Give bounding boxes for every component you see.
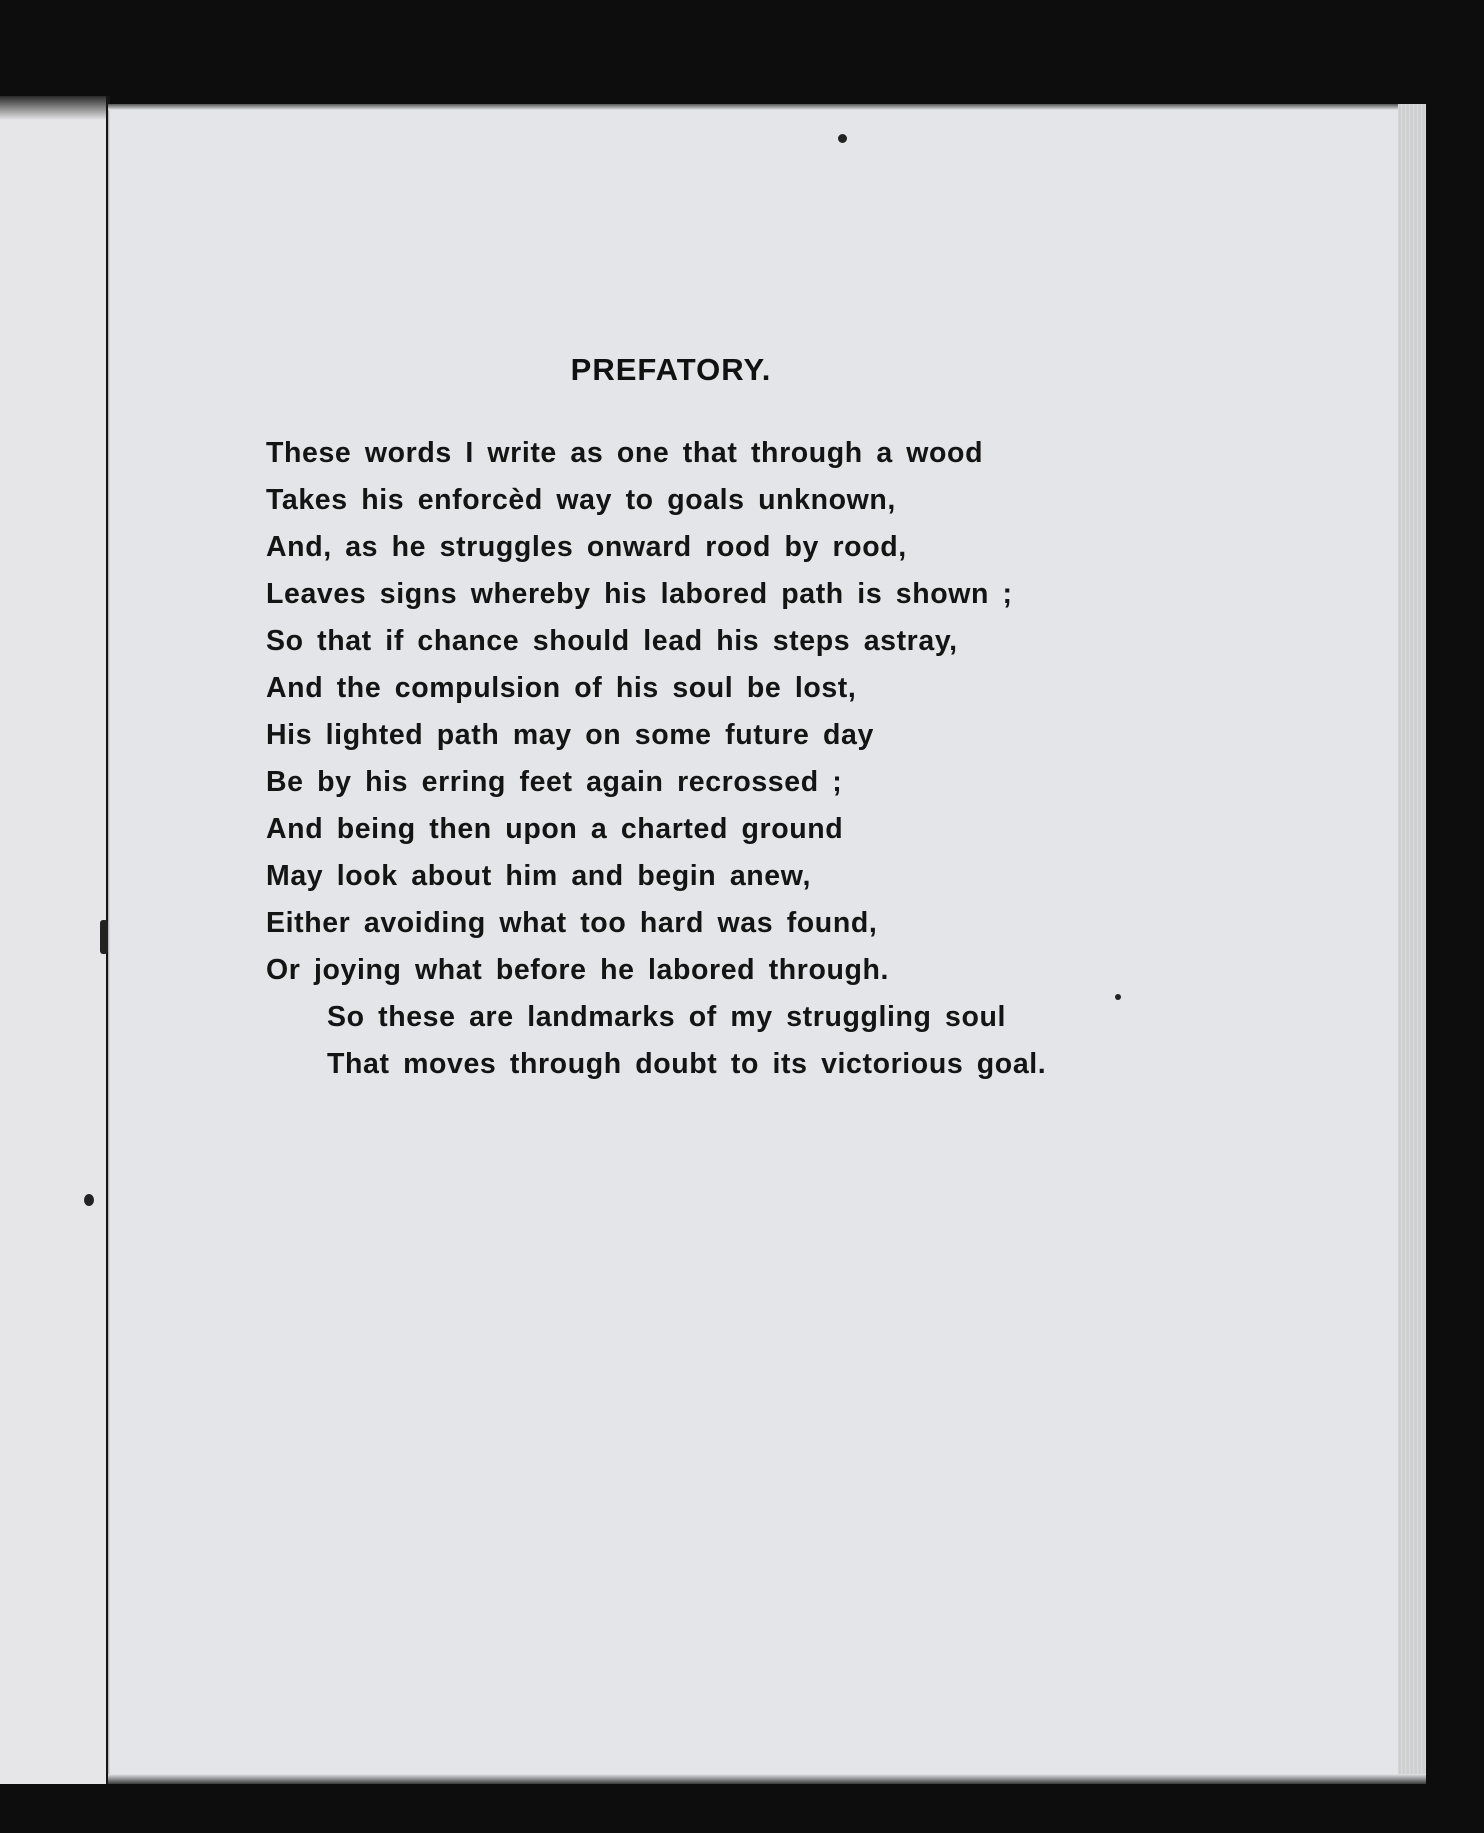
page-bottom-edge [108,1774,1426,1784]
book-page [108,104,1426,1784]
poem-line: Be by his erring feet again recrossed ; [266,766,843,798]
scan-speck [84,1194,94,1206]
poem-line: May look about him and begin anew, [266,860,811,892]
poem-line: These words I write as one that through a wood [266,437,984,469]
poem-line: Either avoiding what too hard was found, [266,907,878,939]
poem-line: And being then upon a charted ground [266,813,844,845]
poem-line: So that if chance should lead his steps astray, [266,625,958,657]
previous-page-edge [0,96,110,1784]
poem-line: Or joying what before he labored through. [266,954,890,986]
scan-speck [100,920,108,954]
page-title: PREFATORY. [570,352,772,387]
page-edge-shadow [0,96,106,120]
poem-line: That moves through doubt to its victorious goal. [327,1048,1047,1080]
poem-line: His lighted path may on some future day [266,719,874,751]
poem-line: And the compulsion of his soul be lost, [266,672,857,704]
poem-line: And, as he struggles onward rood by rood, [266,531,907,563]
scan-speck [1115,994,1121,1000]
poem-line: So these are landmarks of my struggling soul [327,1001,1007,1033]
poem-line: Leaves signs whereby his labored path is shown ; [266,578,1013,610]
page-fore-edge [1398,104,1426,1784]
scan-speck [838,134,847,143]
poem-line: Takes his enforcèd way to goals unknown, [266,484,896,516]
page-top-edge [108,104,1426,110]
poem-body [266,430,1046,1088]
